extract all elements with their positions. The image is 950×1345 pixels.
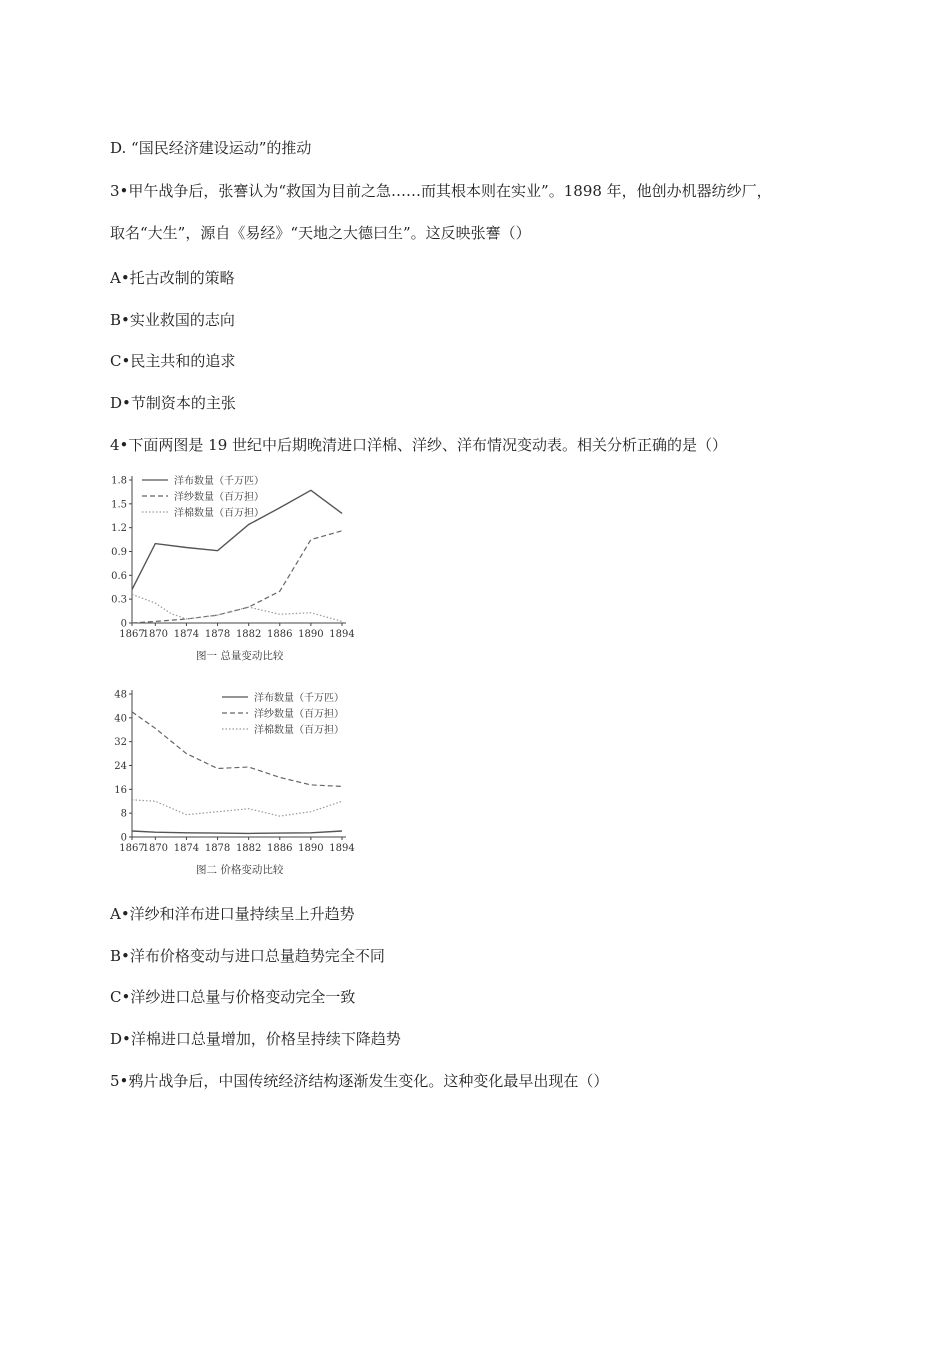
x-tick-label: 1867 <box>119 843 145 854</box>
q3-option-d: D•节制资本的主张 <box>110 394 236 412</box>
legend-label: 洋棉数量（百万担） <box>254 725 344 736</box>
q4-option-b: B•洋布价格变动与进口总量趋势完全不同 <box>110 947 385 965</box>
q3-option-b: B•实业救国的志向 <box>110 311 235 329</box>
legend-label: 洋纱数量（百万担） <box>174 492 264 503</box>
y-tick-label: 8 <box>120 808 127 820</box>
x-tick-label: 1874 <box>173 843 200 854</box>
question-5-stem: 5•鸦片战争后，中国传统经济结构逐渐发生变化。这种变化最早出现在（） <box>110 1072 609 1090</box>
legend-label: 洋布数量（千万匹） <box>174 476 264 487</box>
chart-caption: 图一 总量变动比较 <box>196 650 284 662</box>
y-tick-label: 0.3 <box>111 594 127 606</box>
x-tick-label: 1878 <box>204 843 231 854</box>
question-4-stem: 4•下面两图是 19 世纪中后期晚清进口洋棉、洋纱、洋布情况变动表。相关分析正确的是（） <box>110 436 728 454</box>
y-tick-label: 1.8 <box>111 475 127 487</box>
x-tick-label: 1886 <box>267 629 293 640</box>
series-line-solid <box>132 831 342 833</box>
x-tick-label: 1878 <box>204 629 231 640</box>
x-tick-label: 1894 <box>329 843 355 854</box>
x-tick-label: 1890 <box>298 629 324 640</box>
q4-option-d: D•洋棉进口总量增加，价格呈持续下降趋势 <box>110 1030 401 1048</box>
q4-option-a: A•洋纱和洋布进口量持续呈上升趋势 <box>110 905 355 923</box>
question-3-line-2: 取名“大生”，源自《易经》“天地之大德曰生”。这反映张謇（） <box>110 224 531 242</box>
y-tick-label: 0 <box>120 618 127 630</box>
y-tick-label: 1.5 <box>111 499 127 511</box>
q3-option-c: C•民主共和的追求 <box>110 352 236 370</box>
x-tick-label: 1882 <box>235 629 262 640</box>
legend-label: 洋布数量（千万匹） <box>254 693 344 704</box>
y-tick-label: 16 <box>114 784 127 796</box>
y-tick-label: 0 <box>120 832 127 844</box>
y-tick-label: 24 <box>114 761 127 772</box>
y-tick-label: 40 <box>114 713 127 725</box>
x-tick-label: 1874 <box>173 629 200 640</box>
x-tick-label: 1870 <box>142 629 169 640</box>
x-tick-label: 1882 <box>235 843 262 854</box>
y-tick-label: 48 <box>114 689 127 701</box>
chart-2-price <box>110 682 370 882</box>
x-tick-label: 1890 <box>298 843 324 854</box>
chart-1-total-volume <box>110 468 370 668</box>
x-tick-label: 1870 <box>142 843 169 854</box>
series-line-dotted <box>132 594 342 621</box>
x-tick-label: 1894 <box>329 629 355 640</box>
x-tick-label: 1886 <box>267 843 293 854</box>
y-tick-label: 32 <box>114 737 127 749</box>
question-3-line-1: 3•甲午战争后，张謇认为“救国为目前之急……而其根本则在实业”。1898 年，他创办机器纺纱厂， <box>110 182 772 200</box>
y-tick-label: 0.9 <box>111 547 127 558</box>
y-tick-label: 1.2 <box>111 523 127 535</box>
line-option-d-prev: D. “国民经济建设运动”的推动 <box>110 139 312 157</box>
y-tick-label: 0.6 <box>111 570 127 582</box>
q3-option-a: A•托古改制的策略 <box>110 269 235 287</box>
chart-caption: 图二 价格变动比较 <box>196 864 284 876</box>
x-tick-label: 1867 <box>119 629 145 640</box>
legend-label: 洋棉数量（百万担） <box>174 508 264 519</box>
q4-option-c: C•洋纱进口总量与价格变动完全一致 <box>110 988 356 1006</box>
series-line-dotted <box>132 800 342 816</box>
legend-label: 洋纱数量（百万担） <box>254 709 344 720</box>
series-line-dashed <box>132 712 342 787</box>
